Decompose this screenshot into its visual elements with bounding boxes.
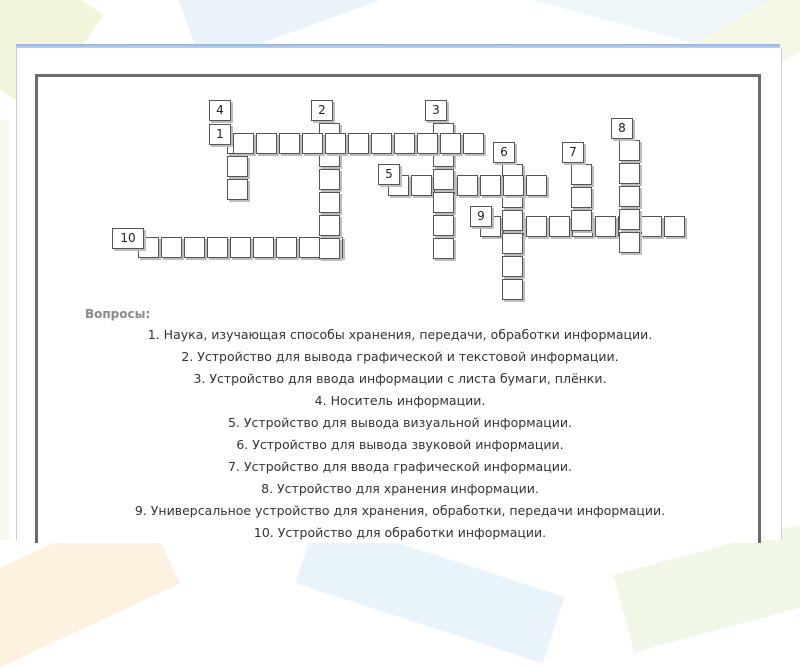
crossword-cell [571,210,592,231]
crossword-cell [619,186,640,207]
crossword-cell [319,238,340,259]
crossword-cell [417,133,438,154]
clue-number-1: 1 [209,124,231,145]
crossword-cell [619,140,640,161]
question-5: 5. Устройство для вывода визуальной информации. [227,415,573,430]
crossword-cell [480,175,501,196]
crossword-cell [371,133,392,154]
crossword-cell [526,216,547,237]
crossword-cell [502,233,523,254]
crossword-cell [227,156,248,177]
clue-number-5: 5 [378,164,400,185]
crossword-cell [502,256,523,277]
crossword-cell [595,216,616,237]
question-10: 10. Устройство для обработки информации. [253,525,547,540]
crossword-cell [299,237,320,258]
question-9: 9. Универсальное устройство для хранения, обработки, передачи информации. [134,503,666,518]
crossword-cell [230,237,251,258]
crossword-cell [433,238,454,259]
clue-number-9: 9 [470,206,492,227]
crossword-cell [571,164,592,185]
crossword-cell [433,169,454,190]
crossword-cell [619,209,640,230]
crossword-cell [433,192,454,213]
questions-title: Вопросы: [85,307,151,321]
question-6: 6. Устройство для вывода звуковой информации. [236,437,564,452]
crossword-cell [319,169,340,190]
crossword-cell [207,237,228,258]
crossword-cell [502,279,523,300]
crossword-cell [619,232,640,253]
crossword-cell [302,133,323,154]
crossword-cell [161,237,182,258]
question-7: 7. Устройство для ввода графической информации. [228,459,572,474]
crossword-cell [641,216,662,237]
crossword-cell [571,187,592,208]
clue-number-3: 3 [425,100,447,121]
crossword-cell [526,175,547,196]
crossword-cell [411,175,432,196]
crossword-cell [233,133,254,154]
crossword-cell [319,192,340,213]
crossword-cell [227,179,248,200]
question-2: 2. Устройство для вывода графической и текстовой информации. [181,349,619,364]
crossword-cell [279,133,300,154]
crossword-cell [502,210,523,231]
question-8: 8. Устройство для хранения информации. [261,481,539,496]
crossword-cell [549,216,570,237]
crossword-cell [184,237,205,258]
crossword-cell [503,175,524,196]
crossword-cell [619,163,640,184]
crossword-cell [394,133,415,154]
crossword-cell [256,133,277,154]
clue-number-8: 8 [611,118,633,139]
crossword-cell [276,237,297,258]
question-1: 1. Наука, изучающая способы хранения, передачи, обработки информации. [147,327,653,342]
crossword-cell [433,215,454,236]
clue-number-7: 7 [562,142,584,163]
crossword-cell [440,133,461,154]
crossword-cell [348,133,369,154]
crossword-cell [664,216,685,237]
crossword-cell [319,215,340,236]
question-3: 3. Устройство для ввода информации с листа бумаги, плёнки. [193,371,607,386]
clue-number-4: 4 [209,100,231,121]
crossword-cell [253,237,274,258]
clue-number-2: 2 [311,100,333,121]
crossword-cell [457,175,478,196]
crossword-cell [463,133,484,154]
clue-number-6: 6 [493,142,515,163]
crossword-cell [325,133,346,154]
question-4: 4. Носитель информации. [314,393,486,408]
clue-number-10: 10 [112,228,144,249]
